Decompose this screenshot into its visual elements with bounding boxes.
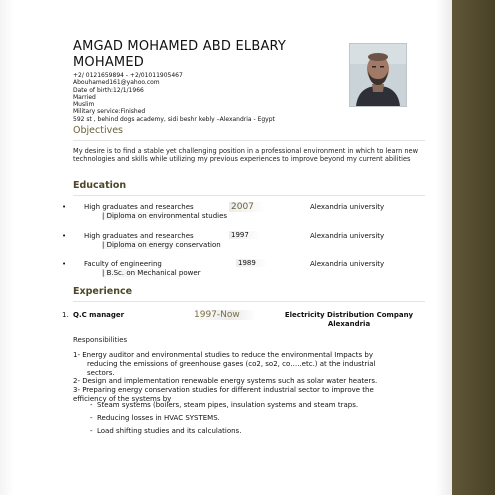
sub-item-text: Load shifting studies and its calculations. — [97, 427, 242, 435]
company-name — [274, 311, 424, 329]
responsibility-line: 1- Energy auditor and environmental studies to reduce the environmental Impacts by — [73, 351, 373, 359]
date-of-birth: Date of birth:12/1/1966 — [73, 86, 144, 94]
responsibility-line: sectors. — [87, 368, 115, 377]
marital-status: Married — [73, 93, 96, 101]
portrait-photo — [349, 43, 407, 107]
responsibilities-label: Responsibilities — [73, 336, 128, 344]
education-year: 1997 — [229, 231, 261, 239]
objectives-divider — [73, 140, 425, 141]
portrait-icon — [350, 44, 406, 106]
email-address: Abouhamed161@yahoo.com — [73, 79, 160, 87]
education-year: 2007 — [229, 202, 266, 212]
education-detail: | Diploma on environmental studies — [102, 212, 233, 220]
education-divider — [73, 195, 425, 196]
phone-numbers: +2/ 0121659894 - +2/01011905467 — [73, 72, 183, 79]
company-name-line2: Alexandria — [327, 320, 371, 328]
dash-icon: - — [90, 414, 93, 422]
education-detail: | B.Sc. on Mechanical power — [102, 269, 207, 277]
sub-item-text: Reducing losses in HVAC SYSTEMS. — [97, 414, 220, 422]
education-heading: Education — [73, 180, 127, 191]
responsibility-line: 3- Preparing energy conservation studies for different industrial sector to improve the — [73, 386, 374, 395]
job-title: Q.C manager — [73, 311, 125, 319]
person-name-line1: AMGAD MOHAMED ABD ELBARY — [73, 39, 287, 54]
bullet-icon: • — [62, 260, 67, 268]
education-degree: Faculty of engineering — [84, 260, 162, 268]
dash-icon: - — [90, 427, 93, 435]
home-address: 592 st , behind dogs academy, sidi beshr kebly –Alexandria - Egypt — [73, 115, 275, 123]
sub-item-text: Steam systems (boilers, steam pipes, insulation systems and steam traps. — [97, 401, 359, 409]
experience-divider — [73, 301, 425, 302]
responsibility-line: 2- Design and implementation renewable energy systems such as solar water heaters. — [73, 377, 378, 386]
responsibilities-list — [73, 351, 433, 404]
person-name-line2: MOHAMED — [73, 55, 144, 70]
objectives-heading: Objectives — [73, 125, 123, 136]
education-degree: High graduates and researches — [84, 203, 194, 211]
education-year: 1989 — [236, 259, 268, 267]
sidebar-stripe — [452, 0, 495, 495]
education-detail: | Diploma on energy conservation — [102, 241, 227, 249]
responsibility-line: efficiency of the systems by — [73, 394, 172, 403]
company-name-line1: Electricity Distribution Company — [284, 311, 414, 319]
experience-number: 1. — [62, 311, 69, 319]
military-service: Military service:Finished — [73, 108, 146, 116]
bullet-icon: • — [62, 232, 67, 240]
person-name — [73, 39, 333, 71]
job-period: 1997-Now — [192, 310, 256, 320]
education-university: Alexandria university — [310, 260, 385, 268]
contact-info — [73, 72, 275, 123]
bullet-icon: • — [62, 203, 67, 211]
education-university: Alexandria university — [310, 232, 385, 240]
religion: Muslim — [73, 101, 95, 109]
dash-icon: - — [90, 401, 93, 409]
responsibility-line: reducing the emissions of greenhouse gases (co2, so2, co…..etc.) at the industrial — [87, 359, 376, 368]
experience-heading: Experience — [73, 286, 133, 297]
education-degree: High graduates and researches — [84, 232, 194, 240]
objectives-text: My desire is to find a stable yet challenging position in a professional environment in which to learn new technologies and skills while utilizing my previous experiences to improve beyond my current abilities — [73, 147, 418, 164]
education-university: Alexandria university — [310, 203, 385, 211]
